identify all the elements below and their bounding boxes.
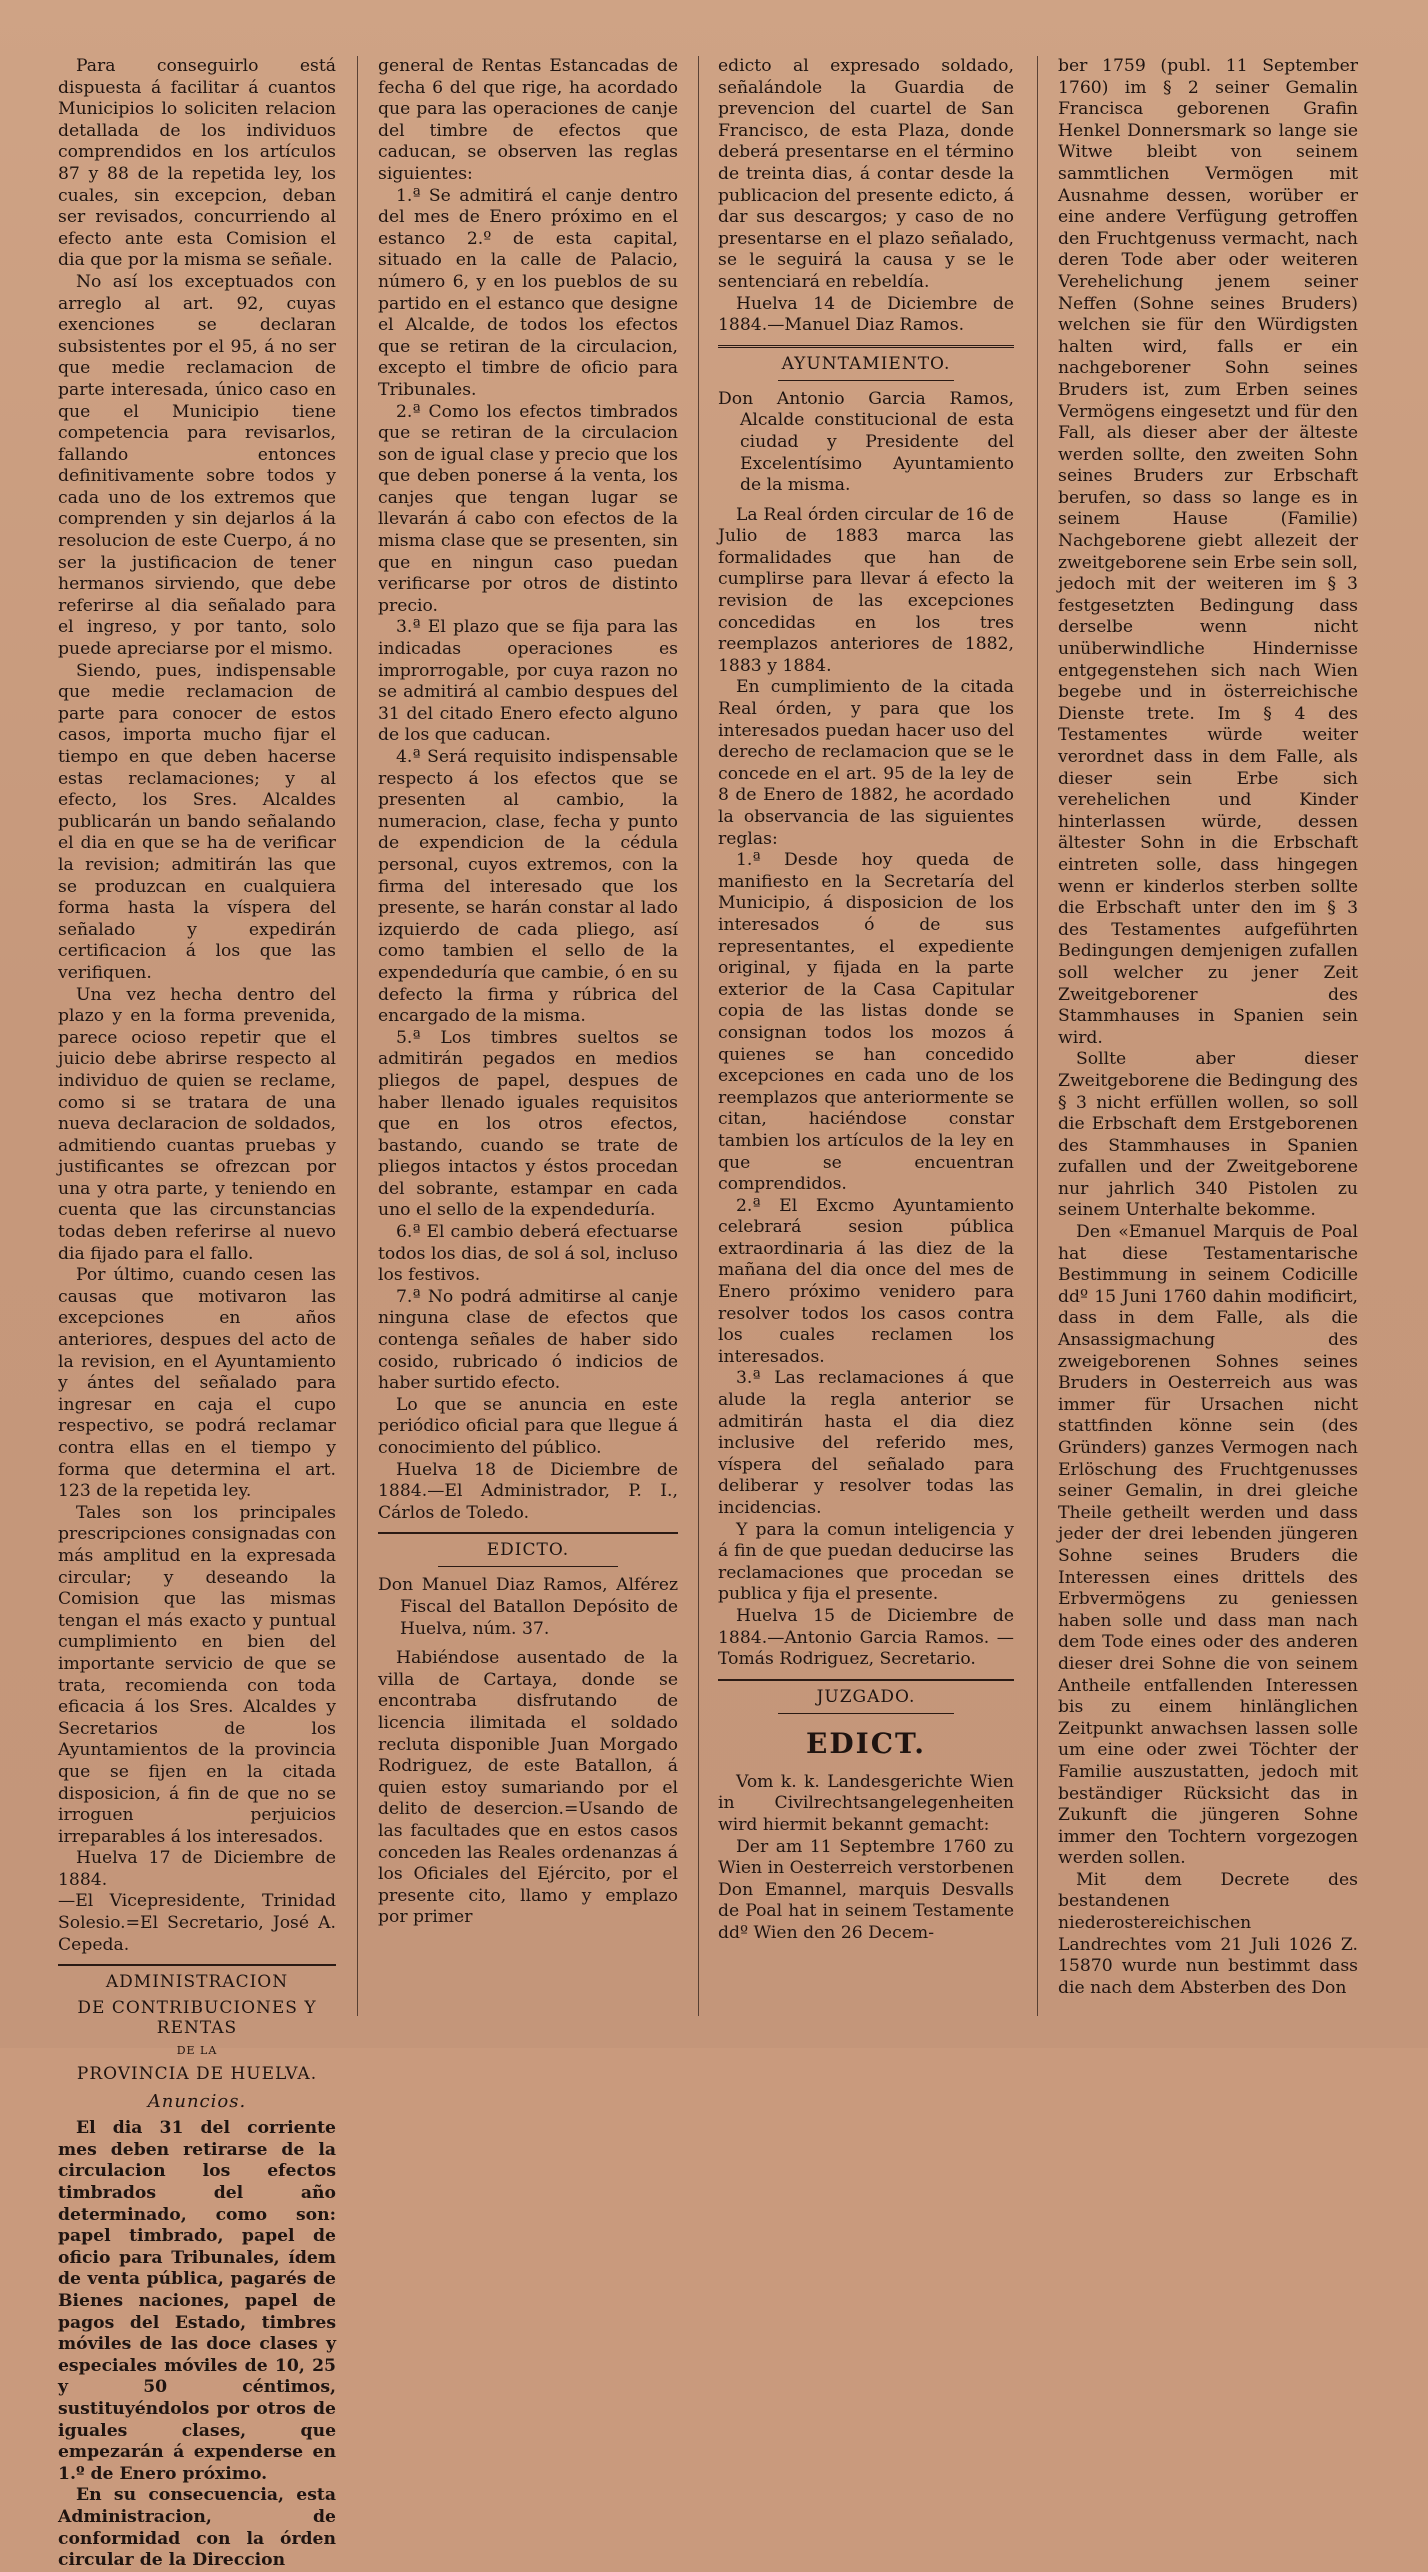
- section-heading: ADMINISTRACION: [105, 1972, 289, 1993]
- section-heading: EDICTO.: [486, 1540, 570, 1561]
- paragraph: Vom k. k. Landesgerichte Wien in Civilrechtsangelegenheiten wird hiermit bekannt gemacht:: [718, 1771, 1014, 1835]
- section-divider: [58, 1964, 336, 1966]
- column-1: [58, 56, 336, 2571]
- double-divider: [718, 345, 1014, 348]
- paragraph: 6.ª El cambio deberá efectuarse todos los dias, de sol á sol, incluso los festivos.: [378, 1222, 678, 1286]
- paragraph-continued: general de Rentas Estancadas de fecha 6 del que rige, ha acordado que para las operaciones de canje del timbre de efectos que caducan, se observen las reglas siguientes:: [378, 56, 678, 184]
- paragraph: 3.ª Las reclamaciones á que alude la regla anterior se admitirán hasta el dia diez inclusive del referido mes, víspera del señalado para deliberar y resolver todas las incidencias.: [718, 1368, 1014, 1518]
- column-4: [1058, 56, 1358, 2036]
- paragraph: 4.ª Será requisito indispensable respecto á los efectos que se presenten al cambio, la numeracion, clase, fecha y punto de expendicion de la cédula personal, cuyos extremos, con la firma del interesado que los presente, se harán constar al lado izquierdo de cada pliego, así como tambien el sello de la expendeduría que cambie, ó en su defecto la firma y rúbrica del encargado de la misma.: [378, 747, 678, 1027]
- paragraph: El dia 31 del corriente mes deben retirarse de la circulacion los efectos timbrados del año determinado, como son: papel timbrado, papel de oficio para Tribunales, ídem de venta pública, pagarés de Bienes naciones, papel de pagos del Estado, timbres móviles de las doce clases y especiales móviles de 10, 25 y 50 céntimos, sustituyéndolos por otros de iguales clases, que empezarán á expenderse en 1.º de Enero próximo.: [58, 2118, 336, 2484]
- paragraph: Tales son los principales prescripciones consignadas con más amplitud en la expresada circular; y deseando la Comision que las mismas tengan el más exacto y puntual cumplimiento en bien del importante servicio de que se trata, recomienda con toda eficacia á los Sres. Alcaldes y Secretarios de los Ayuntamientos de la provincia que se fijen en la citada disposicion, á fin de que no se irroguen perjuicios irreparables á los interesados.: [58, 1502, 336, 1847]
- edict-heading: EDICT.: [806, 1726, 926, 1760]
- paragraph: No así los exceptuados con arreglo al art. 92, cuyas exenciones se declaran subsistentes por el 95, á no ser que medie reclamacion de parte interesada, único caso en que el Municipio tiene competencia para revisarlos, fallando entonces definitivamente sobre todos y cada uno de los extremos que comprenden y sin dejarlos á la resolucion de este Cuerpo, á no ser la justificacion de tener hermanos sirviendo, que debe referirse al dia señalado para el ingreso, y por tanto, solo puede apreciarse por el mismo.: [58, 271, 336, 660]
- section-subheading: Anuncios.: [147, 2091, 247, 2113]
- paragraph: Una vez hecha dentro del plazo y en la forma prevenida, parece ocioso repetir que el juicio debe abrirse respecto al individuo de quien se reclame, como si se tratara de una nueva declaracion de soldados, admitiendo cuantas pruebas y justificantes se ofrezcan por una y otra parte, y teniendo en cuenta que las circunstancias todas deben referirse al nuevo dia fijado para el fallo.: [58, 984, 336, 1264]
- official-title: Don Antonio Garcia Ramos, Alcalde constitucional de esta ciudad y Presidente del Excelentísimo Ayuntamiento de la misma.: [718, 388, 1014, 496]
- short-divider: [778, 380, 954, 381]
- paragraph: Huelva 18 de Diciembre de 1884.—El Administrador, P. I., Cárlos de Toledo.: [378, 1459, 678, 1523]
- paragraph: En cumplimiento de la citada Real órden, y para que los interesados puedan hacer uso del derecho de reclamacion que se le concede en el art. 95 de la ley de 8 de Enero de 1882, he acordado la observancia de las siguientes reglas:: [718, 677, 1014, 849]
- paragraph: Den «Emanuel Marquis de Poal hat diese Testamentarische Bestimmung in seinem Codicille ddº 15 Juni 1760 dahin modificirt, dass in dem Falle, als die Ansassigmachung des zweigeborenen Sohnes seines Bruders in Oesterreich aus was immer für Ursachen nicht stattfinden könne sein (des Gründers) ganzes Vermogen nach Erlöschung des Fruchtgenusses seiner Gemalin, in drei gleiche Theile getheilt werden und dass jeder der drei lebenden jüngeren Sohne seines Bruders die Interessen eines drittels des Erbvermögens zu geniessen haben solle und dass man nach dem Tode eines oder des anderen dieser drei Sohne die von seinem Antheile entfallenden Interessen bis zu einem hinlänglichen Zeitpunkt anwachsen lassen solle um eine oder zwei Töchter der Familie auszustatten, jedoch mit beständiger Rücksicht das in Zukunft die jüngeren Sohne immer den Tochtern vorgezogen werden sollen.: [1058, 1222, 1358, 1869]
- paragraph: 2.ª El Excmo Ayuntamiento celebrará sesion pública extraordinaria á las diez de la mañana del dia once del mes de Enero próximo venidero para resolver todos los casos contra los cuales reclamen los interesados.: [718, 1195, 1014, 1367]
- column-rule: [357, 56, 358, 2016]
- paragraph: 2.ª Como los efectos timbrados que se retiran de la circulacion son de igual clase y precio que los que deben ponerse á la venta, los canjes que tengan lugar se llevarán á cabo con efectos de la misma clase que se presenten, sin que en ningun caso puedan verificarse por otros de distinto precio.: [378, 401, 678, 616]
- paragraph: Huelva 17 de Diciembre de 1884.: [58, 1848, 336, 1890]
- section-divider: [378, 1532, 678, 1534]
- section-heading: AYUNTAMIENTO.: [781, 353, 951, 374]
- paragraph: Y para la comun inteligencia y á fin de que puedan deducirse las reclamaciones que procedan se publica y fija el presente.: [718, 1519, 1014, 1605]
- paragraph: Habiéndose ausentado de la villa de Cartaya, donde se encontraba disfrutando de licencia ilimitada el soldado recluta disponible Juan Morgado Rodriguez, de este Batallon, á quien estoy sumariando por el delito de desercion.=Usando de las facultades que en estos casos conceden las Reales ordenanzas á los Oficiales del Ejército, por el presente cito, llamo y emplazo por primer: [378, 1648, 678, 1928]
- paragraph: La Real órden circular de 16 de Julio de 1883 marca las formalidades que han de cumplirse para llevar á efecto la revision de las excepciones concedidas en los tres reemplazos anteriores de 1882, 1883 y 1884.: [718, 504, 1014, 676]
- short-divider: [438, 1566, 618, 1567]
- column-2: [378, 56, 678, 2036]
- section-heading: JUZGADO.: [816, 1686, 916, 1707]
- paragraph-continued: —El Vicepresidente, Trinidad Solesio.=El Secretario, José A. Cepeda.: [58, 1891, 336, 1955]
- paragraph: 5.ª Los timbres sueltos se admitirán pegados en medios pliegos de papel, despues de haber llenado iguales requisitos que en los otros efectos, bastando, cuando se trate de pliegos intactos y éstos procedan del sobrante, estampar en cada uno el sello de la expendeduría.: [378, 1027, 678, 1221]
- paragraph: 1.ª Desde hoy queda de manifiesto en la Secretaría del Municipio, á disposicion de los interesados ó de sus representantes, el expediente original, y fijada en la parte exterior de la Casa Capitular copia de las listas donde se consignan todos los mozos á quienes se han concedido excepciones en cada uno de los reemplazos que anteriormente se citan, haciéndose constar tambien los artículos de la ley en que se encuentran comprendidos.: [718, 850, 1014, 1195]
- section-divider: [718, 1679, 1014, 1681]
- paragraph: Lo que se anuncia en este periódico oficial para que llegue á conocimiento del público.: [378, 1394, 678, 1458]
- paragraph: 7.ª No podrá admitirse al canje ninguna clase de efectos que contenga señales de haber sido cosido, rubricado ó indicios de haber surtido efecto.: [378, 1286, 678, 1394]
- column-rule: [1037, 56, 1038, 2016]
- paragraph: En su consecuencia, esta Administracion, de conformidad con la órden circular de la Direccion: [58, 2485, 336, 2571]
- section-heading: PROVINCIA DE HUELVA.: [76, 2064, 318, 2085]
- paragraph: 1.ª Se admitirá el canje dentro del mes de Enero próximo en el estanco 2.º de esta capital, situado en la calle de Palacio, número 6, y en los pueblos de su partido en el estanco que designe el Alcalde, de todos los efectos que se retiran de la circulacion, excepto el timbre de oficio para Tribunales.: [378, 185, 678, 400]
- paragraph-continued: ber 1759 (publ. 11 September 1760) im § 2 seiner Gemalin Francisca geborenen Grafin Henkel Donnersmark so lange sie Witwe bleibt von seinem sammtlichen Vermögen mit Ausnahme dessen, worüber er eine andere Verfügung getroffen den Fruchtgenuss vermacht, nach deren Tode aber oder weiteren Verehelichung jenem seiner Neffen (Sohne seines Bruders) welchen sie für den Würdigsten halten wird, falls er ein nachgeborener Sohn seines Bruders ist, zum Erben seines Vermögens eingesetzt und für den Fall, als dieser aber der älteste werden sollte, den zweiten Sohn seines Bruders zur Erbschaft berufen, so dass so lange es in seinem Hause (Familie) Nachgeborene giebt allezeit der zweitgeborene sein Erbe sein soll, jedoch mit der weiteren im § 3 festgesetzten Bedingung dass derselbe wenn nicht unüberwindliche Hindernisse entgegenstehen sich nach Wien begebe und in österreichische Dienste trete. Im § 4 des Testamentes würde weiter verordnet dass in dem Falle, als dieser sein Erbe sich verehelichen und Kinder hinterlassen würde, dessen ältester Sohn in die Erbschaft eintreten solle, dass hingegen wenn er kinderlos sterben sollte die Erbschaft unter den im § 3 des Testamentes aufgeführten Bedingungen demjenigen zufallen soll welcher zu jener Zeit Zweitgeborener des Stammhauses in Spanien sein wird.: [1058, 56, 1358, 1048]
- paragraph: Sollte aber dieser Zweitgeborene die Bedingung des § 3 nicht erfüllen wollen, so soll die Erbschaft dem Erstgeborenen des Stammhauses in Spanien zufallen und der Zweitgeborene nur jahrlich 340 Pistolen zu seinem Unterhalte bekomme.: [1058, 1049, 1358, 1221]
- paragraph: Por último, cuando cesen las causas que motivaron las excepciones en años anteriores, despues del acto de la revision, en el Ayuntamiento y ántes del señalado para ingresar en caja el cupo respectivo, se podrá reclamar contra ellas en el tiempo y forma que determina el art. 123 de la repetida ley.: [58, 1265, 336, 1502]
- paragraph: Huelva 15 de Diciembre de 1884.—Antonio Garcia Ramos. —Tomás Rodriguez, Secretario.: [718, 1605, 1014, 1670]
- short-divider: [778, 1713, 954, 1714]
- section-heading-small: DE LA: [176, 2044, 218, 2058]
- paragraph: Mit dem Decrete des bestandenen niederostereichischen Landrechtes vom 21 Juli 1026 Z. 15870 wurde nun bestimmt dass die nach dem Absterben des Don: [1058, 1869, 1358, 1998]
- column-rule: [698, 56, 699, 2016]
- section-heading: DE CONTRIBUCIONES Y RENTAS: [77, 1998, 317, 2039]
- paragraph-continued: edicto al expresado soldado, señalándole la Guardia de prevencion del cuartel de San Francisco, de esta Plaza, donde deberá presentarse en el término de treinta dias, á contar desde la publicacion del presente edicto, á dar sus descargos; y caso de no presentarse en el plazo señalado, se le seguirá la causa y se le sentenciará en rebeldía.: [718, 56, 1014, 292]
- paragraph: 3.ª El plazo que se fija para las indicadas operaciones es improrrogable, por cuya razon no se admitirá al cambio despues del 31 del citado Enero efecto alguno de los que caducan.: [378, 617, 678, 746]
- paragraph: Huelva 14 de Diciembre de 1884.—Manuel Diaz Ramos.: [718, 293, 1014, 336]
- column-3: [718, 56, 1014, 2036]
- paragraph: Der am 11 Septembre 1760 zu Wien in Oesterreich verstorbenen Don Emannel, marquis Desvalls de Poal hat in seinem Testamente ddº Wien den 26 Decem-: [718, 1836, 1014, 1943]
- paragraph: Siendo, pues, indispensable que medie reclamacion de parte para conocer de estos casos, importa mucho fijar el tiempo en que deben hacerse estas reclamaciones; y al efecto, los Sres. Alcaldes publicarán un bando señalando el dia en que se ha de verificar la revision; admitirán las que se produzcan en cualquiera forma hasta la víspera del señalado y expedirán certificacion á los que las verifiquen.: [58, 660, 336, 983]
- official-title: Don Manuel Diaz Ramos, Alférez Fiscal del Batallon Depósito de Huelva, núm. 37.: [378, 1575, 678, 1639]
- paragraph: Para conseguirlo está dispuesta á facilitar á cuantos Municipios lo soliciten relacion detallada de los individuos comprendidos en los artículos 87 y 88 de la repetida ley, los cuales, sin excepcion, deban ser revisados, concurriendo al efecto ante esta Comision el dia que por la misma se señale.: [58, 56, 336, 271]
